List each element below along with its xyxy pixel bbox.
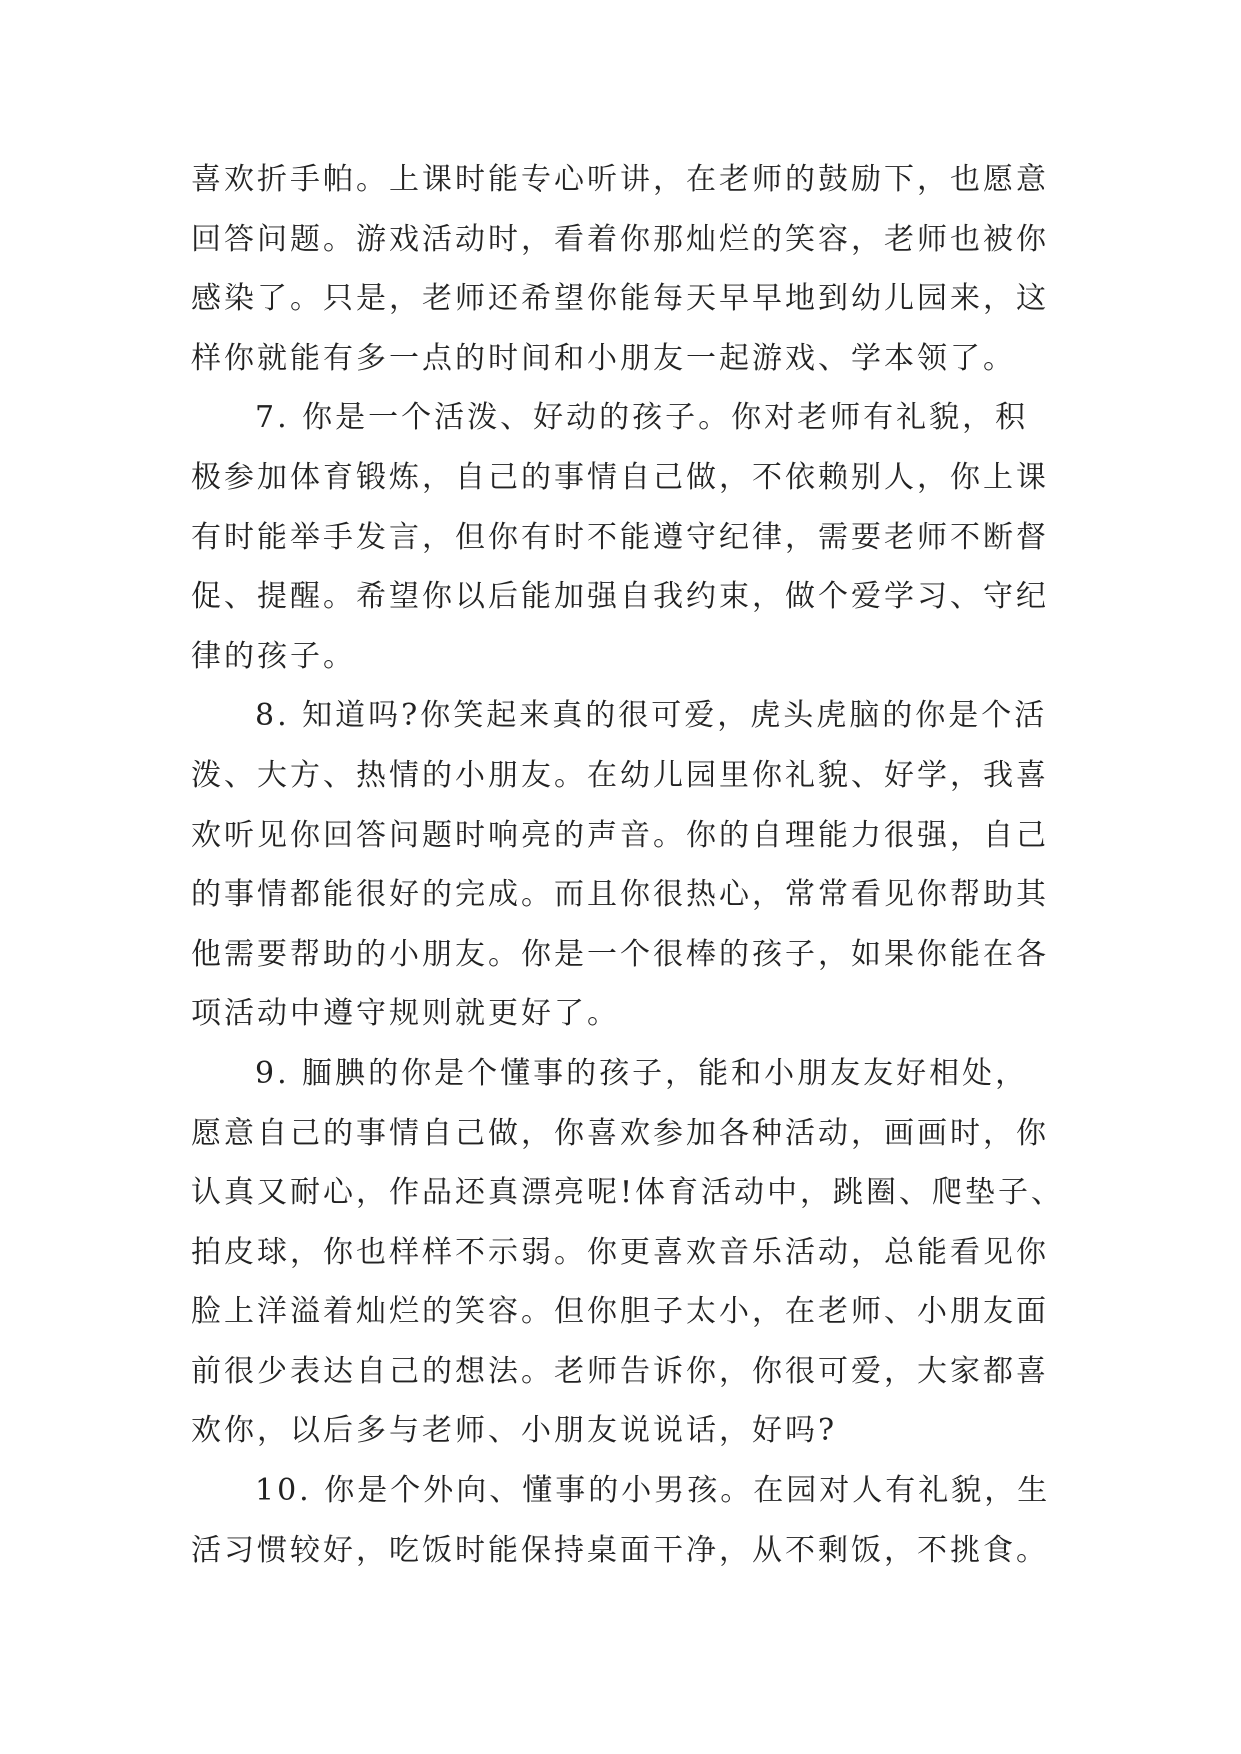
paragraph-line: 欢听见你回答问题时响亮的声音。你的自理能力很强，自己	[191, 817, 1049, 853]
paragraph-line: 拍皮球，你也样样不示弱。你更喜欢音乐活动，总能看见你	[191, 1234, 1049, 1270]
paragraph-line: 感染了。只是，老师还希望你能每天早早地到幼儿园来，这	[191, 281, 1049, 317]
paragraph-line: 促、提醒。希望你以后能加强自我约束，做个爱学习、守纪	[191, 579, 1049, 615]
paragraph-line: 活习惯较好，吃饭时能保持桌面干净，从不剩饭，不挑食。	[191, 1532, 1049, 1568]
paragraph-first-line: 9. 腼腆的你是个懂事的孩子，能和小朋友友好相处，	[255, 1055, 1029, 1091]
paragraph-line: 律的孩子。	[191, 638, 356, 674]
paragraph-line: 欢你，以后多与老师、小朋友说说话，好吗?	[191, 1413, 838, 1449]
paragraph-first-line: 7. 你是一个活泼、好动的孩子。你对老师有礼貌，积	[255, 400, 1029, 436]
paragraph-line: 回答问题。游戏活动时，看着你那灿烂的笑容，老师也被你	[191, 221, 1049, 257]
paragraph-line: 愿意自己的事情自己做，你喜欢参加各种活动，画画时，你	[191, 1115, 1049, 1151]
paragraph-first-line: 8. 知道吗?你笑起来真的很可爱，虎头虎脑的你是个活	[255, 698, 1048, 734]
paragraph-line: 极参加体育锻炼，自己的事情自己做，不依赖别人，你上课	[191, 459, 1049, 495]
paragraph-first-line: 10. 你是个外向、懂事的小男孩。在园对人有礼貌，生	[255, 1473, 1051, 1509]
document-body	[191, 150, 1071, 1580]
paragraph-line: 项活动中遵守规则就更好了。	[191, 996, 620, 1032]
paragraph-line: 样你就能有多一点的时间和小朋友一起游戏、学本领了。	[191, 340, 1016, 376]
paragraph-line: 认真又耐心，作品还真漂亮呢!体育活动中，跳圈、爬垫子、	[191, 1175, 1065, 1211]
paragraph-line: 他需要帮助的小朋友。你是一个很棒的孩子，如果你能在各	[191, 936, 1049, 972]
paragraph-line: 脸上洋溢着灿烂的笑容。但你胆子太小，在老师、小朋友面	[191, 1294, 1049, 1330]
paragraph-line: 有时能举手发言，但你有时不能遵守纪律，需要老师不断督	[191, 519, 1049, 555]
paragraph-line: 泼、大方、热情的小朋友。在幼儿园里你礼貌、好学，我喜	[191, 757, 1049, 793]
paragraph-line: 喜欢折手帕。上课时能专心听讲，在老师的鼓励下，也愿意	[191, 162, 1049, 197]
paragraph-line: 的事情都能很好的完成。而且你很热心，常常看见你帮助其	[191, 877, 1049, 913]
paragraph-line: 前很少表达自己的想法。老师告诉你，你很可爱，大家都喜	[191, 1353, 1049, 1389]
